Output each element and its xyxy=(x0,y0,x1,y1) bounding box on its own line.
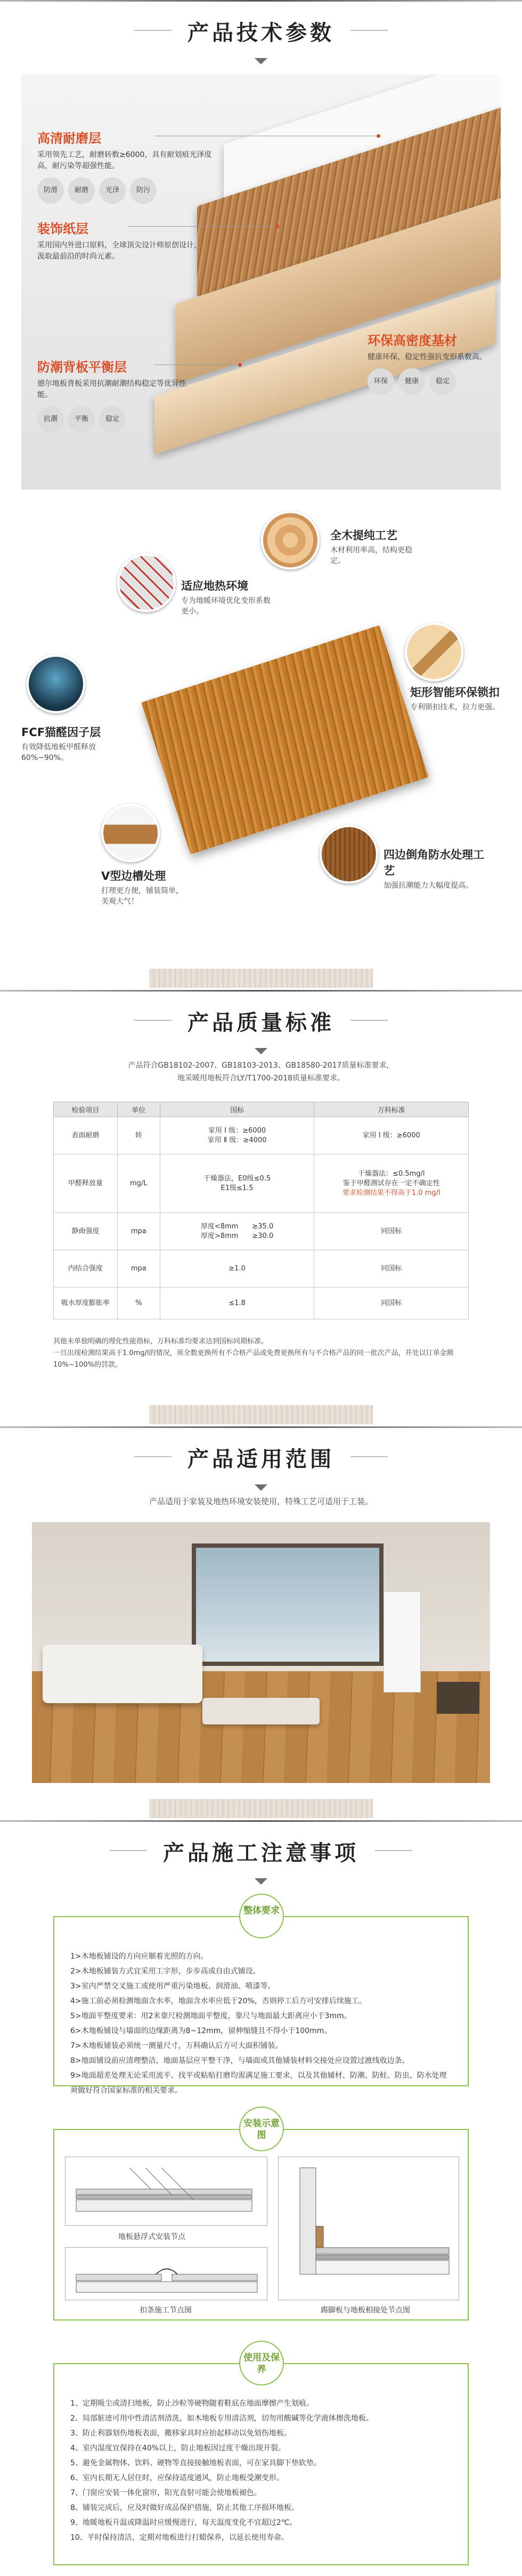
scope-description: 产品适用于家装及地热环境安装使用，特殊工艺可适用于工装。 xyxy=(149,1497,373,1506)
tag: 防污 xyxy=(130,177,157,204)
core-layer-annotation xyxy=(368,330,490,395)
feature-title: 矩形智能环保锁扣 xyxy=(410,686,500,699)
note-line: 其他未单独明确的理化性能指标，万科标准均要求达到国标同期标准。 xyxy=(53,1337,268,1345)
core-layer-title: 环保高密度基材 xyxy=(368,333,457,348)
cell-wk xyxy=(314,1117,469,1154)
divider-pattern xyxy=(149,969,373,988)
section-header-tech xyxy=(0,0,522,64)
gb-line: 家用 Ⅰ 级：≥6000 xyxy=(208,1126,266,1135)
feature-desc: 木材利用率高，结构更稳定。 xyxy=(330,546,412,565)
v-groove-icon xyxy=(101,804,160,862)
side-cabinet xyxy=(437,1682,479,1714)
floating-install-diagram xyxy=(65,2157,267,2226)
diagram-caption: 踢脚板与地板相接处节点图 xyxy=(321,2306,410,2315)
requirement-item: 4>施工前必须检测地面含水率，地面含水率应低于20%，否则停工后方可安排后续施工。 xyxy=(70,1997,366,2005)
tag: 抗潮 xyxy=(37,406,64,433)
section-header-scope xyxy=(0,1426,522,1491)
wk-line: 家用 Ⅰ 级：≥6000 xyxy=(362,1131,420,1140)
decor-layer-annotation xyxy=(37,218,202,262)
decor-layer-title: 装饰纸层 xyxy=(37,221,88,236)
requirements-box xyxy=(53,1905,469,2095)
requirement-item: 5>地面平整度要求：用2米靠尺检测地面平整度，靠尺与地面最大距离应小于3mm。 xyxy=(70,2012,352,2020)
cell-item: 甲醛释放量 xyxy=(54,1154,118,1213)
feature-fcf-layer xyxy=(21,724,107,763)
wk-line: 同国标 xyxy=(381,1227,402,1235)
feature-desc: 专利锁扣技术，拉力更强。 xyxy=(410,703,500,712)
tag: 防滑 xyxy=(37,177,64,204)
feature-waterproof-edge xyxy=(384,846,490,891)
quality-intro xyxy=(80,1059,442,1085)
wk-line: 干燥器法：≤0.5mg/l xyxy=(357,1169,425,1178)
maintenance-item: 7、门窗应安装一体化窗帘，阳光直射可能会使地板褪色。 xyxy=(70,2489,262,2497)
wear-layer-title: 高清耐磨层 xyxy=(37,131,101,146)
lock-joint-icon xyxy=(405,623,463,681)
tag: 环保 xyxy=(368,368,394,395)
gb-line: E1级≤1.5 xyxy=(221,1184,254,1192)
maintenance-item: 8、铺装完成后，应及时做好成品保护措施，防止其他工序损坏地板。 xyxy=(70,2504,299,2512)
feature-title: 适应地热环境 xyxy=(181,580,248,592)
maintenance-item: 5、避免金属物体、饮料、硬物等直接接触地板表面，可在家具脚下垫软垫。 xyxy=(70,2459,321,2467)
sofa xyxy=(43,1645,202,1703)
tag: 耐磨 xyxy=(68,177,95,204)
cell-item: 内结合强度 xyxy=(54,1250,118,1287)
maintenance-item: 2、局部脏迹可用中性清洁剂清洗，如木地板专用清洁剂，切勿用酸碱等化学液体擦洗地板。 xyxy=(70,2414,373,2423)
divider-pattern xyxy=(149,1405,373,1424)
cell-unit: mg/L xyxy=(117,1154,160,1213)
table-row xyxy=(54,1287,469,1319)
diagram-caption: 扣条施工节点图 xyxy=(140,2306,192,2315)
wear-layer-tags xyxy=(37,172,218,204)
cell-wk xyxy=(314,1154,469,1213)
requirements-tab: 整体要求 xyxy=(239,1894,284,1938)
feature-desc: 专为地暖环境优化变形系数更小。 xyxy=(181,597,271,616)
column-header: 万科标准 xyxy=(314,1102,469,1117)
feature-desc: 打理更方便，铺装简单，美观大气！ xyxy=(101,887,183,906)
cell-gb xyxy=(160,1117,314,1154)
table-row xyxy=(54,1250,469,1287)
chevron-down-icon xyxy=(255,1484,267,1491)
table-row xyxy=(54,1154,469,1213)
feature-title: FCF猫醛因子层 xyxy=(21,726,101,739)
gb-line: 干燥器法，E0级≤0.5 xyxy=(203,1174,271,1183)
waterproof-edge-icon xyxy=(320,825,378,884)
requirement-item: 9>地面超差处理无论采用流平、找平或粘贴打磨均需满足施工要求，以及其他辅材、防潮、防蛀、防虫、防水处理须做好符合国家标准的相关要求。 xyxy=(70,2071,447,2095)
feature-lock-joint xyxy=(410,684,501,713)
wood-particles-icon xyxy=(261,511,320,569)
cell-item: 表面耐磨 xyxy=(54,1117,118,1154)
section-header-construction xyxy=(0,1820,522,1885)
chevron-down-icon xyxy=(255,58,267,64)
feature-grid xyxy=(21,500,501,963)
note-line: 一旦出现检测结果高于1.0mg/l的情况，须全数更换所有不合格产品或免费更换所有与不合格产品的同一批次产品，并处以订单金额10%~100%的罚款。 xyxy=(53,1349,454,1369)
cell-gb xyxy=(160,1154,314,1213)
feature-pure-wood xyxy=(330,527,426,566)
requirement-item: 8>地面铺设前应清理整洁，地面基层应平整干净，与墙面或其他铺装材料交接处应设置过渡线收边条。 xyxy=(70,2057,410,2065)
wear-layer-desc: 采用领先工艺，耐磨转数≥6000，具有耐划痕光泽度高，耐污染等超强性能。 xyxy=(37,151,212,170)
maintenance-item: 1、定期吸尘或清扫地板，防止沙粒等硬物随着鞋底在地面摩擦产生划痕。 xyxy=(70,2399,314,2408)
feature-desc: 加强抗潮能力大幅度提高。 xyxy=(384,881,473,890)
core-layer-tags xyxy=(368,363,490,395)
chevron-down-icon xyxy=(255,1878,267,1885)
section-title-quality: 产品质量标准 xyxy=(156,1006,366,1036)
cross-section-drawing xyxy=(279,2157,459,2300)
tag: 稳定 xyxy=(429,368,456,395)
feature-floor-heating xyxy=(181,577,272,617)
decor-layer-desc: 采用国内外进口原料，全球顶尖设计师原创设计，汲取最前沿的时尚元素。 xyxy=(37,241,201,261)
maintenance-item: 3、防止利器划伤地板表面，搬移家具时应抬起移动以免划伤地板。 xyxy=(70,2429,291,2438)
backing-layer-title: 防潮背板平衡层 xyxy=(37,360,127,375)
wk-line: 要求检测结果不得高于1.0 mg/l xyxy=(342,1188,441,1197)
table-row xyxy=(54,1213,469,1250)
feature-title: 全木提纯工艺 xyxy=(330,529,397,542)
cell-wk: 同国标 xyxy=(314,1250,469,1287)
tag: 稳定 xyxy=(99,406,126,433)
tag: 光泽 xyxy=(99,177,126,204)
threshold-strip-diagram xyxy=(65,2247,267,2300)
leader-line xyxy=(128,226,277,227)
gb-line: 家用 Ⅱ 级：≥4000 xyxy=(207,1136,267,1144)
maintenance-box xyxy=(53,2352,469,2565)
requirement-item: 1>木地板铺设的方向应顺着光照的方向。 xyxy=(70,1952,208,1961)
feature-title: 四边倒角防水处理工艺 xyxy=(384,848,484,877)
feature-title: V型边槽处理 xyxy=(101,870,166,882)
column-header: 检验项目 xyxy=(54,1102,118,1117)
requirement-item: 7>木地板铺装必须统一测量尺寸，万科确认后方可大面积铺装。 xyxy=(70,2042,283,2050)
requirement-item: 2>木地板铺装方式宜采用工字形，步步高或自由式铺设。 xyxy=(70,1967,260,1976)
wear-layer-annotation xyxy=(37,128,218,204)
diagram-tab: 安装示意图 xyxy=(239,2107,284,2151)
window xyxy=(192,1543,384,1666)
fcf-layer-icon xyxy=(27,655,85,713)
diagram-box xyxy=(53,2118,469,2321)
air-conditioner xyxy=(384,1591,421,1692)
cell-unit: 转 xyxy=(117,1117,160,1154)
intro-line: 地采暖用地板符合LY/T1700-2018质量标准要求。 xyxy=(177,1074,345,1083)
backing-layer-tags xyxy=(37,401,197,433)
feature-v-groove xyxy=(101,868,186,907)
cell-wk: 同国标 xyxy=(314,1287,469,1319)
cell-gb: ≤1.8 xyxy=(160,1287,314,1319)
floor-plank-image xyxy=(141,625,429,855)
cell-unit: % xyxy=(117,1287,160,1319)
wk-line: 鉴于甲醛测试存在一定不确定性 xyxy=(342,1179,440,1187)
living-room-photo xyxy=(32,1522,490,1783)
column-header: 单位 xyxy=(117,1102,160,1117)
maintenance-tab: 使用及保养 xyxy=(239,2341,284,2385)
cross-section-drawing xyxy=(66,2157,267,2225)
maintenance-item: 9、地暖地板升温或降温时应缓慢进行，每天温度变化不宜超过2℃。 xyxy=(70,2519,297,2527)
cell-unit: mpa xyxy=(117,1250,160,1287)
tag: 健康 xyxy=(398,368,425,395)
tag: 平衡 xyxy=(68,406,95,433)
section-title-scope: 产品适用范围 xyxy=(156,1442,366,1473)
cell-wk xyxy=(314,1213,469,1250)
diagram-caption: 地板悬浮式安装节点 xyxy=(118,2233,185,2241)
feature-desc: 有效降低地板甲醛释放60%~90%。 xyxy=(21,743,96,762)
maintenance-item: 10、平时保持清洁，定期对地板进行打蜡保养，以延长使用寿命。 xyxy=(70,2533,289,2542)
backing-layer-desc: 德尔地板背板采用抗潮耐潮结构稳定等优异性能。 xyxy=(37,379,186,399)
table-row xyxy=(54,1117,469,1154)
backing-layer-annotation xyxy=(37,357,197,433)
divider-pattern xyxy=(149,1799,373,1818)
column-header: 国标 xyxy=(160,1102,314,1117)
cell-unit: mpa xyxy=(117,1213,160,1250)
requirement-item: 6>木地板铺设与墙面的边缘距离为8~12mm，留伸缩缝且不得小于100mm。 xyxy=(70,2027,332,2035)
floor-heating-icon xyxy=(117,554,176,612)
section-title-construction: 产品施工注意事项 xyxy=(131,1836,391,1867)
skirting-joint-diagram xyxy=(278,2157,459,2300)
layer-structure-diagram xyxy=(21,75,501,490)
cell-item: 静曲强度 xyxy=(54,1213,118,1250)
quality-standard-table xyxy=(53,1102,469,1319)
cell-gb: ≥1.0 xyxy=(160,1250,314,1287)
cell-item: 吸水厚度膨胀率 xyxy=(54,1287,118,1319)
quality-notes xyxy=(53,1336,469,1371)
core-layer-desc: 健康环保，稳定性强抗变形系数高。 xyxy=(368,353,487,361)
table-header-row xyxy=(54,1102,469,1117)
gb-line: 厚度<8mm ≥35.0 xyxy=(200,1222,274,1231)
gb-line: 厚度>8mm ≥30.0 xyxy=(200,1232,274,1240)
cross-section-drawing xyxy=(66,2248,267,2300)
intro-line: 产品符合GB18102-2007、GB18103-2013、GB18580-2017质量标准要求， xyxy=(128,1061,394,1070)
maintenance-item: 4、室内湿度宜保持在40%以上，防止地板因过度干燥出现开裂。 xyxy=(70,2444,286,2453)
requirement-item: 3>室内严禁交叉施工或使用严重污染地板、润滑油、喷漆等。 xyxy=(70,1982,275,1991)
coffee-table xyxy=(202,1698,320,1724)
chevron-down-icon xyxy=(255,1048,267,1054)
cell-gb xyxy=(160,1213,314,1250)
maintenance-item: 6、室内长期无人居住时，应保持适度通风，防止地板受潮变形。 xyxy=(70,2474,284,2482)
section-header-quality xyxy=(0,990,522,1054)
section-title-tech: 产品技术参数 xyxy=(156,16,366,46)
